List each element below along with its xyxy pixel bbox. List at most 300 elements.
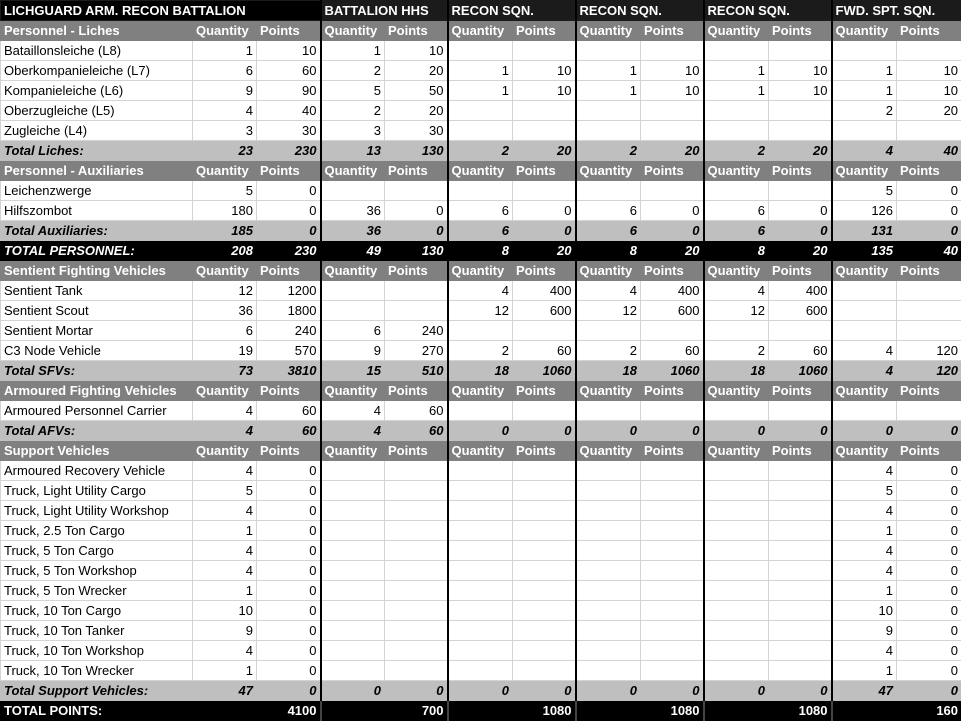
points-cell[interactable]: 0 bbox=[385, 221, 448, 241]
quantity-cell[interactable]: 73 bbox=[193, 361, 257, 381]
quantity-cell[interactable] bbox=[704, 461, 769, 481]
quantity-cell[interactable]: 9 bbox=[832, 621, 897, 641]
quantity-cell[interactable] bbox=[704, 481, 769, 501]
quantity-cell[interactable]: 9 bbox=[321, 341, 385, 361]
points-cell[interactable]: 60 bbox=[257, 401, 321, 421]
points-cell[interactable] bbox=[769, 121, 832, 141]
points-cell[interactable]: 20 bbox=[513, 241, 576, 261]
quantity-cell[interactable]: 1 bbox=[832, 661, 897, 681]
points-cell[interactable]: 0 bbox=[257, 221, 321, 241]
quantity-cell[interactable]: 4 bbox=[832, 561, 897, 581]
quantity-header[interactable]: Quantity bbox=[576, 381, 641, 401]
points-cell[interactable]: 400 bbox=[513, 281, 576, 301]
points-cell[interactable]: 0 bbox=[257, 181, 321, 201]
points-cell[interactable] bbox=[385, 481, 448, 501]
quantity-cell[interactable] bbox=[321, 541, 385, 561]
quantity-header[interactable]: Quantity bbox=[193, 381, 257, 401]
quantity-cell[interactable]: 4 bbox=[193, 461, 257, 481]
quantity-cell[interactable] bbox=[321, 601, 385, 621]
quantity-cell[interactable]: 0 bbox=[448, 421, 513, 441]
section-title[interactable]: Sentient Fighting Vehicles bbox=[1, 261, 193, 281]
points-header[interactable]: Points bbox=[769, 161, 832, 181]
quantity-cell[interactable] bbox=[321, 621, 385, 641]
section-title[interactable]: Personnel - Liches bbox=[1, 21, 193, 41]
quantity-cell[interactable]: 1 bbox=[832, 61, 897, 81]
quantity-cell[interactable] bbox=[576, 621, 641, 641]
quantity-cell[interactable]: 5 bbox=[193, 481, 257, 501]
points-cell[interactable] bbox=[641, 181, 704, 201]
points-cell[interactable]: 10 bbox=[641, 61, 704, 81]
points-cell[interactable]: 240 bbox=[385, 321, 448, 341]
quantity-cell[interactable]: 180 bbox=[193, 201, 257, 221]
points-cell[interactable] bbox=[641, 41, 704, 61]
unit-header[interactable]: RECON SQN. bbox=[576, 1, 704, 21]
quantity-cell[interactable] bbox=[704, 101, 769, 121]
row-label[interactable]: Armoured Personnel Carrier bbox=[1, 401, 193, 421]
points-header[interactable]: Points bbox=[769, 261, 832, 281]
points-cell[interactable]: 10 bbox=[641, 81, 704, 101]
points-cell[interactable] bbox=[641, 581, 704, 601]
quantity-cell[interactable]: 3 bbox=[321, 121, 385, 141]
quantity-cell[interactable] bbox=[704, 401, 769, 421]
points-header[interactable]: Points bbox=[257, 161, 321, 181]
points-cell[interactable] bbox=[641, 101, 704, 121]
quantity-cell[interactable] bbox=[704, 641, 769, 661]
quantity-cell[interactable] bbox=[832, 401, 897, 421]
row-label[interactable]: Bataillonsleiche (L8) bbox=[1, 41, 193, 61]
points-cell[interactable] bbox=[513, 121, 576, 141]
points-cell[interactable] bbox=[513, 401, 576, 421]
points-cell[interactable] bbox=[641, 481, 704, 501]
quantity-header[interactable]: Quantity bbox=[321, 441, 385, 461]
quantity-cell[interactable]: 6 bbox=[704, 201, 769, 221]
points-cell[interactable]: 20 bbox=[897, 101, 961, 121]
quantity-cell[interactable]: 1 bbox=[832, 581, 897, 601]
points-cell[interactable]: 1060 bbox=[641, 361, 704, 381]
quantity-cell[interactable] bbox=[704, 521, 769, 541]
row-label[interactable]: Truck, 10 Ton Tanker bbox=[1, 621, 193, 641]
quantity-cell[interactable]: 1 bbox=[193, 521, 257, 541]
points-cell[interactable] bbox=[385, 521, 448, 541]
quantity-cell[interactable] bbox=[321, 301, 385, 321]
quantity-cell[interactable]: 12 bbox=[704, 301, 769, 321]
points-cell[interactable] bbox=[513, 501, 576, 521]
points-cell[interactable]: 230 bbox=[257, 141, 321, 161]
quantity-cell[interactable] bbox=[576, 601, 641, 621]
points-cell[interactable] bbox=[385, 661, 448, 681]
points-cell[interactable]: 1060 bbox=[769, 361, 832, 381]
quantity-cell[interactable]: 2 bbox=[321, 101, 385, 121]
points-cell[interactable] bbox=[769, 321, 832, 341]
points-cell[interactable]: 0 bbox=[897, 641, 961, 661]
points-header[interactable]: Points bbox=[257, 21, 321, 41]
quantity-cell[interactable]: 6 bbox=[448, 221, 513, 241]
points-cell[interactable] bbox=[385, 461, 448, 481]
unit-header-battalion[interactable]: LICHGUARD ARM. RECON BATTALION bbox=[1, 1, 321, 21]
quantity-cell[interactable]: 2 bbox=[704, 141, 769, 161]
points-header[interactable]: Points bbox=[641, 381, 704, 401]
row-label[interactable]: Truck, Light Utility Workshop bbox=[1, 501, 193, 521]
points-cell[interactable]: 60 bbox=[769, 341, 832, 361]
quantity-cell[interactable]: 1 bbox=[193, 661, 257, 681]
row-label[interactable]: TOTAL POINTS: bbox=[1, 701, 193, 721]
quantity-cell[interactable] bbox=[576, 121, 641, 141]
quantity-cell[interactable]: 4 bbox=[193, 421, 257, 441]
quantity-cell[interactable]: 185 bbox=[193, 221, 257, 241]
points-cell[interactable]: 120 bbox=[897, 341, 961, 361]
points-cell[interactable]: 40 bbox=[257, 101, 321, 121]
points-cell[interactable]: 0 bbox=[257, 561, 321, 581]
points-cell[interactable] bbox=[897, 321, 961, 341]
quantity-cell[interactable]: 4 bbox=[321, 401, 385, 421]
quantity-cell[interactable]: 1 bbox=[832, 81, 897, 101]
points-cell[interactable]: 0 bbox=[641, 421, 704, 441]
quantity-cell[interactable]: 4 bbox=[448, 281, 513, 301]
quantity-cell[interactable]: 36 bbox=[193, 301, 257, 321]
row-label[interactable]: Truck, Light Utility Cargo bbox=[1, 481, 193, 501]
quantity-cell[interactable]: 0 bbox=[448, 681, 513, 701]
quantity-cell[interactable]: 5 bbox=[321, 81, 385, 101]
points-cell[interactable]: 130 bbox=[385, 241, 448, 261]
points-cell[interactable]: 0 bbox=[513, 421, 576, 441]
points-cell[interactable]: 0 bbox=[257, 641, 321, 661]
points-header[interactable]: Points bbox=[385, 161, 448, 181]
quantity-cell[interactable]: 1 bbox=[448, 81, 513, 101]
quantity-cell[interactable]: 4 bbox=[193, 101, 257, 121]
points-cell[interactable]: 20 bbox=[769, 241, 832, 261]
row-label[interactable]: TOTAL PERSONNEL: bbox=[1, 241, 193, 261]
points-header[interactable]: Points bbox=[513, 441, 576, 461]
row-label[interactable]: Armoured Recovery Vehicle bbox=[1, 461, 193, 481]
quantity-cell[interactable]: 23 bbox=[193, 141, 257, 161]
quantity-cell[interactable] bbox=[576, 101, 641, 121]
quantity-cell[interactable] bbox=[321, 641, 385, 661]
quantity-cell[interactable] bbox=[448, 401, 513, 421]
row-label[interactable]: Total Auxiliaries: bbox=[1, 221, 193, 241]
quantity-cell[interactable] bbox=[704, 181, 769, 201]
quantity-cell[interactable] bbox=[448, 701, 513, 721]
row-label[interactable]: Leichenzwerge bbox=[1, 181, 193, 201]
quantity-cell[interactable] bbox=[321, 581, 385, 601]
quantity-cell[interactable]: 47 bbox=[832, 681, 897, 701]
points-cell[interactable]: 0 bbox=[897, 501, 961, 521]
quantity-cell[interactable] bbox=[704, 581, 769, 601]
quantity-cell[interactable]: 0 bbox=[576, 421, 641, 441]
quantity-cell[interactable] bbox=[704, 561, 769, 581]
quantity-cell[interactable]: 8 bbox=[448, 241, 513, 261]
points-cell[interactable] bbox=[641, 321, 704, 341]
row-label[interactable]: C3 Node Vehicle bbox=[1, 341, 193, 361]
points-cell[interactable]: 20 bbox=[641, 141, 704, 161]
quantity-cell[interactable]: 12 bbox=[193, 281, 257, 301]
row-label[interactable]: Total Liches: bbox=[1, 141, 193, 161]
row-label[interactable]: Truck, 5 Ton Cargo bbox=[1, 541, 193, 561]
points-cell[interactable] bbox=[641, 501, 704, 521]
quantity-cell[interactable] bbox=[576, 501, 641, 521]
points-cell[interactable]: 0 bbox=[769, 421, 832, 441]
points-cell[interactable]: 0 bbox=[769, 221, 832, 241]
quantity-cell[interactable]: 1 bbox=[576, 61, 641, 81]
quantity-cell[interactable] bbox=[576, 521, 641, 541]
quantity-header[interactable]: Quantity bbox=[321, 161, 385, 181]
points-cell[interactable]: 60 bbox=[385, 401, 448, 421]
points-cell[interactable]: 20 bbox=[513, 141, 576, 161]
quantity-cell[interactable]: 4 bbox=[832, 361, 897, 381]
points-cell[interactable] bbox=[769, 181, 832, 201]
points-cell[interactable] bbox=[641, 661, 704, 681]
points-header[interactable]: Points bbox=[513, 161, 576, 181]
quantity-cell[interactable] bbox=[321, 481, 385, 501]
points-header[interactable]: Points bbox=[513, 261, 576, 281]
points-cell[interactable] bbox=[769, 621, 832, 641]
quantity-header[interactable]: Quantity bbox=[193, 261, 257, 281]
points-cell[interactable] bbox=[513, 481, 576, 501]
quantity-cell[interactable] bbox=[576, 321, 641, 341]
quantity-header[interactable]: Quantity bbox=[832, 21, 897, 41]
quantity-cell[interactable]: 18 bbox=[448, 361, 513, 381]
points-cell[interactable]: 0 bbox=[385, 201, 448, 221]
quantity-cell[interactable]: 12 bbox=[448, 301, 513, 321]
quantity-cell[interactable] bbox=[704, 321, 769, 341]
points-cell[interactable]: 0 bbox=[257, 581, 321, 601]
points-cell[interactable]: 20 bbox=[385, 101, 448, 121]
points-cell[interactable] bbox=[641, 641, 704, 661]
points-cell[interactable]: 120 bbox=[897, 361, 961, 381]
quantity-cell[interactable] bbox=[448, 481, 513, 501]
points-cell[interactable]: 400 bbox=[769, 281, 832, 301]
points-cell[interactable] bbox=[641, 541, 704, 561]
points-cell[interactable] bbox=[769, 41, 832, 61]
quantity-cell[interactable]: 4 bbox=[321, 421, 385, 441]
quantity-cell[interactable] bbox=[448, 121, 513, 141]
points-cell[interactable]: 0 bbox=[257, 201, 321, 221]
points-cell[interactable]: 240 bbox=[257, 321, 321, 341]
quantity-header[interactable]: Quantity bbox=[704, 21, 769, 41]
quantity-cell[interactable] bbox=[832, 301, 897, 321]
points-cell[interactable]: 40 bbox=[897, 141, 961, 161]
quantity-cell[interactable] bbox=[321, 561, 385, 581]
quantity-cell[interactable]: 9 bbox=[193, 621, 257, 641]
quantity-header[interactable]: Quantity bbox=[704, 161, 769, 181]
quantity-cell[interactable]: 5 bbox=[832, 181, 897, 201]
quantity-cell[interactable] bbox=[321, 181, 385, 201]
points-header[interactable]: Points bbox=[641, 261, 704, 281]
points-cell[interactable]: 60 bbox=[641, 341, 704, 361]
points-cell[interactable]: 60 bbox=[257, 421, 321, 441]
quantity-header[interactable]: Quantity bbox=[576, 21, 641, 41]
points-cell[interactable]: 0 bbox=[257, 621, 321, 641]
quantity-cell[interactable]: 4 bbox=[193, 561, 257, 581]
points-cell[interactable] bbox=[769, 521, 832, 541]
quantity-cell[interactable] bbox=[576, 481, 641, 501]
unit-header[interactable]: RECON SQN. bbox=[704, 1, 832, 21]
quantity-cell[interactable]: 0 bbox=[704, 421, 769, 441]
points-cell[interactable]: 0 bbox=[897, 541, 961, 561]
points-cell[interactable] bbox=[513, 641, 576, 661]
points-cell[interactable]: 20 bbox=[769, 141, 832, 161]
points-cell[interactable] bbox=[769, 561, 832, 581]
quantity-cell[interactable]: 4 bbox=[832, 461, 897, 481]
points-cell[interactable] bbox=[513, 181, 576, 201]
points-cell[interactable]: 30 bbox=[257, 121, 321, 141]
points-cell[interactable]: 0 bbox=[769, 681, 832, 701]
points-cell[interactable]: 0 bbox=[641, 201, 704, 221]
points-cell[interactable] bbox=[641, 601, 704, 621]
points-cell[interactable]: 60 bbox=[513, 341, 576, 361]
quantity-cell[interactable]: 1 bbox=[704, 61, 769, 81]
quantity-cell[interactable]: 1 bbox=[193, 581, 257, 601]
points-cell[interactable]: 0 bbox=[897, 461, 961, 481]
points-cell[interactable]: 510 bbox=[385, 361, 448, 381]
quantity-cell[interactable]: 6 bbox=[704, 221, 769, 241]
row-label[interactable]: Total SFVs: bbox=[1, 361, 193, 381]
points-cell[interactable]: 10 bbox=[257, 41, 321, 61]
quantity-cell[interactable]: 19 bbox=[193, 341, 257, 361]
points-cell[interactable]: 30 bbox=[385, 121, 448, 141]
points-header[interactable]: Points bbox=[385, 381, 448, 401]
quantity-cell[interactable]: 1 bbox=[576, 81, 641, 101]
points-header[interactable]: Points bbox=[897, 441, 961, 461]
quantity-cell[interactable]: 5 bbox=[193, 181, 257, 201]
points-cell[interactable] bbox=[897, 281, 961, 301]
points-header[interactable]: Points bbox=[385, 21, 448, 41]
points-cell[interactable] bbox=[385, 561, 448, 581]
points-cell[interactable] bbox=[769, 601, 832, 621]
points-cell[interactable]: 0 bbox=[257, 541, 321, 561]
points-header[interactable]: Points bbox=[257, 381, 321, 401]
quantity-cell[interactable] bbox=[576, 181, 641, 201]
points-cell[interactable]: 60 bbox=[385, 421, 448, 441]
points-cell[interactable] bbox=[385, 541, 448, 561]
points-cell[interactable] bbox=[385, 601, 448, 621]
quantity-cell[interactable] bbox=[576, 561, 641, 581]
points-cell[interactable]: 0 bbox=[897, 181, 961, 201]
points-cell[interactable]: 0 bbox=[897, 221, 961, 241]
quantity-cell[interactable] bbox=[832, 41, 897, 61]
points-cell[interactable] bbox=[513, 521, 576, 541]
unit-header[interactable]: BATTALION HHS bbox=[321, 1, 448, 21]
quantity-cell[interactable]: 8 bbox=[576, 241, 641, 261]
quantity-cell[interactable]: 135 bbox=[832, 241, 897, 261]
quantity-cell[interactable]: 4 bbox=[832, 501, 897, 521]
points-cell[interactable] bbox=[897, 121, 961, 141]
quantity-header[interactable]: Quantity bbox=[448, 161, 513, 181]
points-cell[interactable] bbox=[513, 661, 576, 681]
points-cell[interactable]: 1060 bbox=[513, 361, 576, 381]
points-cell[interactable]: 0 bbox=[257, 481, 321, 501]
quantity-cell[interactable]: 9 bbox=[193, 81, 257, 101]
quantity-cell[interactable] bbox=[193, 701, 257, 721]
row-label[interactable]: Truck, 10 Ton Wrecker bbox=[1, 661, 193, 681]
points-header[interactable]: Points bbox=[385, 441, 448, 461]
quantity-cell[interactable]: 1 bbox=[704, 81, 769, 101]
row-label[interactable]: Kompanieleiche (L6) bbox=[1, 81, 193, 101]
points-cell[interactable] bbox=[385, 621, 448, 641]
points-cell[interactable]: 0 bbox=[897, 421, 961, 441]
quantity-cell[interactable]: 4 bbox=[832, 641, 897, 661]
quantity-cell[interactable]: 8 bbox=[704, 241, 769, 261]
quantity-cell[interactable] bbox=[448, 641, 513, 661]
points-cell[interactable]: 0 bbox=[513, 201, 576, 221]
points-cell[interactable]: 20 bbox=[641, 241, 704, 261]
points-cell[interactable]: 0 bbox=[897, 661, 961, 681]
quantity-cell[interactable]: 0 bbox=[832, 421, 897, 441]
quantity-cell[interactable]: 3 bbox=[193, 121, 257, 141]
points-cell[interactable] bbox=[897, 301, 961, 321]
points-cell[interactable]: 10 bbox=[513, 61, 576, 81]
quantity-cell[interactable]: 13 bbox=[321, 141, 385, 161]
points-cell[interactable]: 1200 bbox=[257, 281, 321, 301]
quantity-cell[interactable] bbox=[321, 661, 385, 681]
points-cell[interactable]: 600 bbox=[513, 301, 576, 321]
points-cell[interactable] bbox=[513, 581, 576, 601]
quantity-cell[interactable]: 36 bbox=[321, 221, 385, 241]
quantity-cell[interactable] bbox=[576, 401, 641, 421]
quantity-cell[interactable]: 208 bbox=[193, 241, 257, 261]
quantity-cell[interactable]: 4 bbox=[832, 141, 897, 161]
points-cell[interactable]: 0 bbox=[897, 201, 961, 221]
points-header[interactable]: Points bbox=[897, 21, 961, 41]
points-header[interactable]: Points bbox=[897, 261, 961, 281]
quantity-cell[interactable] bbox=[448, 601, 513, 621]
quantity-cell[interactable]: 2 bbox=[832, 101, 897, 121]
points-cell[interactable]: 270 bbox=[385, 341, 448, 361]
quantity-cell[interactable]: 4 bbox=[193, 501, 257, 521]
quantity-cell[interactable] bbox=[576, 541, 641, 561]
quantity-header[interactable]: Quantity bbox=[576, 161, 641, 181]
section-title[interactable]: Personnel - Auxiliaries bbox=[1, 161, 193, 181]
points-cell[interactable]: 0 bbox=[257, 601, 321, 621]
points-cell[interactable]: 90 bbox=[257, 81, 321, 101]
quantity-cell[interactable] bbox=[832, 281, 897, 301]
points-cell[interactable]: 0 bbox=[897, 521, 961, 541]
points-cell[interactable] bbox=[641, 461, 704, 481]
quantity-header[interactable]: Quantity bbox=[704, 381, 769, 401]
quantity-header[interactable]: Quantity bbox=[193, 441, 257, 461]
quantity-cell[interactable] bbox=[448, 521, 513, 541]
quantity-cell[interactable]: 47 bbox=[193, 681, 257, 701]
points-cell[interactable]: 600 bbox=[769, 301, 832, 321]
points-cell[interactable]: 0 bbox=[641, 681, 704, 701]
points-cell[interactable]: 0 bbox=[769, 201, 832, 221]
quantity-cell[interactable] bbox=[448, 661, 513, 681]
points-cell[interactable] bbox=[769, 481, 832, 501]
points-header[interactable]: Points bbox=[257, 441, 321, 461]
points-cell[interactable] bbox=[385, 281, 448, 301]
points-cell[interactable] bbox=[769, 541, 832, 561]
quantity-cell[interactable] bbox=[704, 41, 769, 61]
quantity-header[interactable]: Quantity bbox=[832, 161, 897, 181]
quantity-cell[interactable] bbox=[704, 121, 769, 141]
section-title[interactable]: Support Vehicles bbox=[1, 441, 193, 461]
quantity-cell[interactable]: 0 bbox=[704, 681, 769, 701]
quantity-cell[interactable] bbox=[576, 41, 641, 61]
quantity-cell[interactable]: 6 bbox=[321, 321, 385, 341]
points-cell[interactable] bbox=[897, 41, 961, 61]
quantity-cell[interactable] bbox=[704, 541, 769, 561]
points-cell[interactable]: 230 bbox=[257, 241, 321, 261]
points-cell[interactable]: 10 bbox=[385, 41, 448, 61]
points-cell[interactable] bbox=[641, 401, 704, 421]
points-cell[interactable] bbox=[769, 641, 832, 661]
points-cell[interactable]: 1080 bbox=[513, 701, 576, 721]
points-cell[interactable] bbox=[385, 581, 448, 601]
row-label[interactable]: Total Support Vehicles: bbox=[1, 681, 193, 701]
row-label[interactable]: Truck, 2.5 Ton Cargo bbox=[1, 521, 193, 541]
quantity-cell[interactable] bbox=[576, 461, 641, 481]
quantity-cell[interactable] bbox=[704, 601, 769, 621]
quantity-cell[interactable]: 4 bbox=[576, 281, 641, 301]
